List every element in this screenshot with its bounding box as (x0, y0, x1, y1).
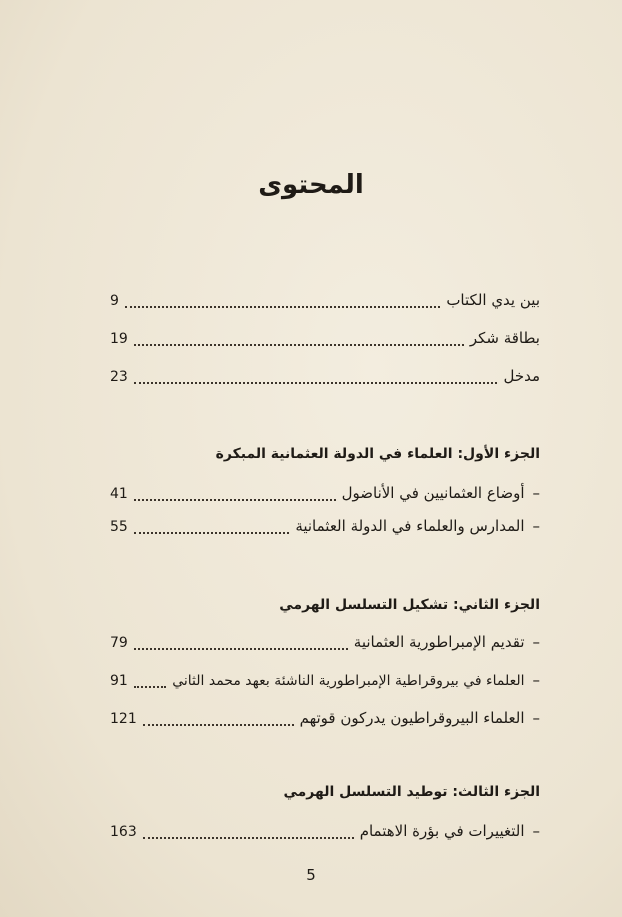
leader-dots (143, 713, 294, 726)
part-heading: الجزء الثاني: تشكيل التسلسل الهرمي (279, 597, 540, 613)
toc-entry-page: 9 (110, 293, 119, 309)
entry-dash: – (532, 517, 540, 535)
toc-entry-label: تقديم الإمبراطورية العثمانية (353, 633, 525, 651)
toc-entry (110, 671, 540, 695)
toc-entry (110, 517, 540, 541)
toc-entry-page: 91 (110, 673, 128, 689)
entry-dash: – (532, 822, 540, 840)
leader-dots (134, 333, 464, 346)
leader-dots (134, 488, 336, 501)
toc-entry (110, 709, 540, 733)
entry-dash: – (532, 709, 540, 727)
leader-dots (134, 637, 348, 650)
toc-entry (110, 633, 540, 657)
part-heading: الجزء الثالث: توطيد التسلسل الهرمي (283, 784, 540, 800)
toc-entry-label: العلماء البيروقراطيون يدركون قوتهم (299, 709, 525, 727)
toc-entry (110, 329, 540, 353)
leader-dots (134, 675, 166, 688)
entry-dash: – (532, 484, 540, 502)
toc-entry-label: التغييرات في بؤرة الاهتمام (359, 822, 525, 840)
leader-dots (134, 371, 498, 384)
leader-dots (125, 295, 440, 308)
toc-entry-label: أوضاع العثمانيين في الأناضول (341, 484, 525, 502)
toc-entry-label: مدخل (503, 367, 540, 385)
toc-entry-page: 163 (110, 824, 137, 840)
toc-entry-label: بين يدي الكتاب (446, 291, 540, 309)
entry-dash: – (532, 633, 540, 651)
toc-entry (110, 291, 540, 315)
toc-entry-label: العلماء في بيروقراطية الإمبراطورية الناشئة بعهد محمد الثاني (172, 673, 525, 689)
entry-dash: – (532, 671, 540, 689)
toc-entry-page: 23 (110, 369, 128, 385)
toc-entry-page: 41 (110, 486, 128, 502)
leader-dots (134, 521, 289, 534)
toc-entry-page: 19 (110, 331, 128, 347)
toc-entry (110, 484, 540, 508)
toc-entry (110, 367, 540, 391)
leader-dots (143, 826, 354, 839)
toc-entry-page: 79 (110, 635, 128, 651)
toc-entry (110, 822, 540, 846)
toc-entry-page: 121 (110, 711, 137, 727)
toc-entry-page: 55 (110, 519, 128, 535)
part-heading: الجزء الأول: العلماء في الدولة العثمانية المبكرة (215, 446, 540, 462)
toc-entry-label: بطاقة شكر (469, 329, 540, 347)
page-number: 5 (306, 866, 316, 884)
toc-entry-label: المدارس والعلماء في الدولة العثمانية (295, 517, 525, 535)
toc-title: المحتوى (258, 170, 364, 200)
